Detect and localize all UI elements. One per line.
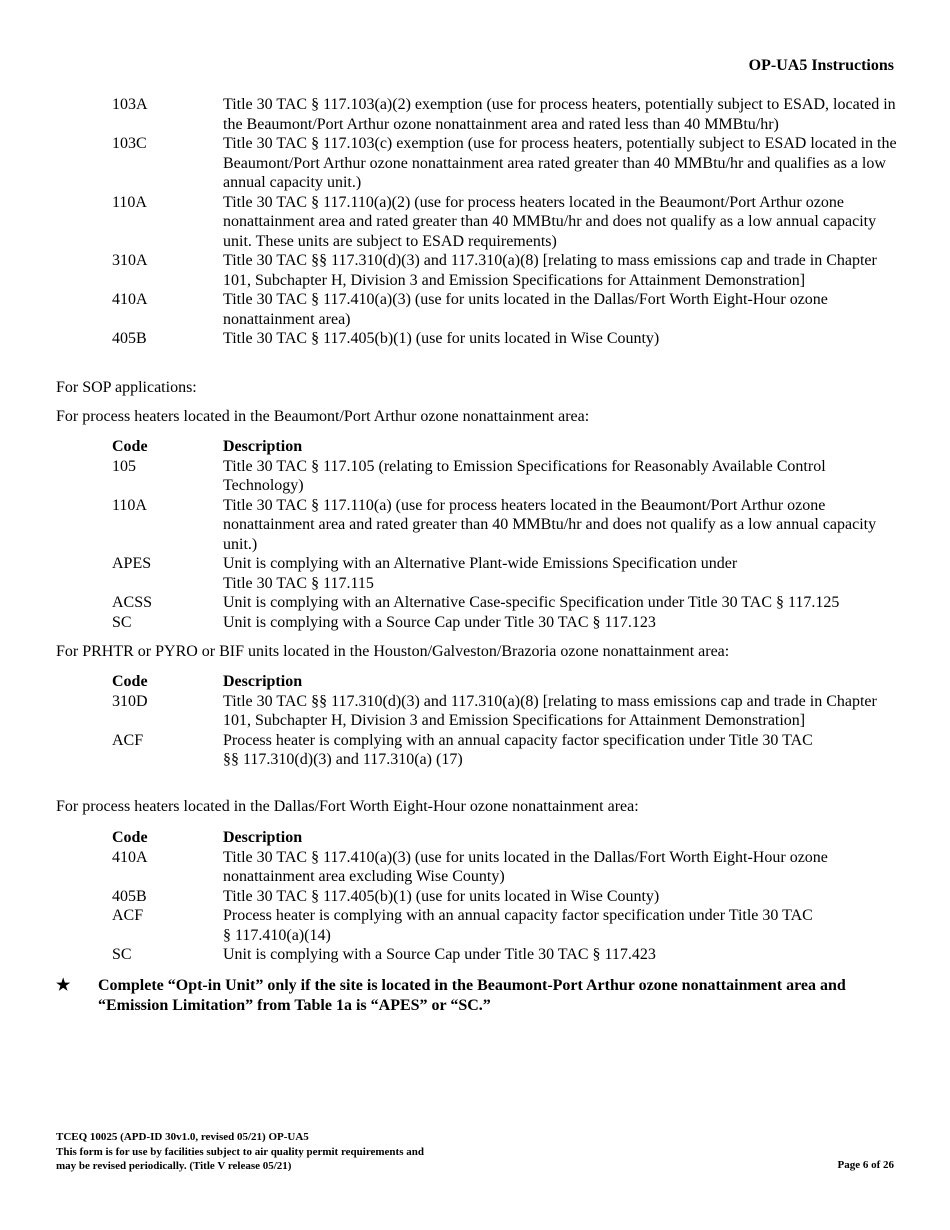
description-cell: Title 30 TAC § 117.110(a) (use for process heaters located in the Beaumont/Port Arthur ozone nonattainment area and rated greater than 40 MMBtu/hr and does not qualify as a low annual capacity unit.) <box>223 496 877 553</box>
description-cell: Title 30 TAC §§ 117.310(d)(3) and 117.310(a)(8) [relating to mass emissions cap and trade in Chapter 101, Subchapter H, Division 3 and Emission Specifications for Attainment Demonstration] <box>223 692 877 729</box>
description-line: Process heater is complying with an annual capacity factor specification under Title 30 TAC <box>223 907 813 924</box>
table-row <box>112 593 897 613</box>
description-cell: Title 30 TAC § 117.410(a)(3) (use for units located in the Dallas/Fort Worth Eight-Hour ozone nonattainment area) <box>223 291 828 328</box>
code-cell: 110A <box>112 193 147 211</box>
table-row <box>112 945 897 965</box>
code-column-header: Code <box>112 438 148 455</box>
table-row <box>112 193 897 252</box>
description-cell: Title 30 TAC § 117.105 (relating to Emission Specifications for Reasonably Available Control Technology) <box>223 457 826 494</box>
star-icon: ★ <box>56 977 71 994</box>
code-cell: 105 <box>112 457 136 475</box>
code-cell: 410A <box>112 848 148 866</box>
footer-line: may be revised periodically. (Title V release 05/21) <box>56 1160 292 1172</box>
dfw-section-intro: For process heaters located in the Dallas/Fort Worth Eight-Hour ozone nonattainment area: <box>56 798 639 815</box>
sop-applications-label: For SOP applications: <box>56 379 197 396</box>
code-cell: ACF <box>112 731 144 749</box>
description-cell: Unit is complying with an Alternative Case-specific Specification under Title 30 TAC § 117.125 <box>223 594 840 611</box>
top-code-table <box>112 95 897 349</box>
footer-form-info <box>56 1130 424 1174</box>
table-row <box>112 554 897 593</box>
table-row <box>112 887 897 907</box>
code-cell: 410A <box>112 291 148 308</box>
table-header-row <box>112 672 897 692</box>
code-cell: SC <box>112 946 132 963</box>
table-row <box>112 329 897 349</box>
description-cell: Unit is complying with a Source Cap under Title 30 TAC § 117.123 <box>223 613 656 631</box>
bpa-code-table <box>112 437 897 632</box>
table-row <box>112 613 897 633</box>
code-cell: 310A <box>112 252 148 269</box>
description-cell: Title 30 TAC § 117.410(a)(3) (use for units located in the Dallas/Fort Worth Eight-Hour ozone nonattainment area excluding Wise County) <box>223 848 828 885</box>
description-line: §§ 117.310(d)(3) and 117.310(a) (17) <box>223 751 463 768</box>
description-line: Unit is complying with an Alternative Plant-wide Emissions Specification under <box>223 555 738 572</box>
description-line: § 117.410(a)(14) <box>223 926 331 944</box>
table-row <box>112 848 897 887</box>
description-cell <box>223 906 897 945</box>
description-cell: Title 30 TAC § 117.103(c) exemption (use for process heaters, potentially subject to ESAD located in the Beaumont/Port Arthur ozone nonattainment area rated greater than 40 MMBtu/hr and qualifies as a low annual capacity unit.) <box>223 135 897 191</box>
table-row <box>112 95 897 134</box>
description-column-header: Description <box>223 829 303 846</box>
code-cell: 103C <box>112 135 147 152</box>
description-cell: Title 30 TAC § 117.110(a)(2) (use for process heaters located in the Beaumont/Port Arthur ozone nonattainment area and rated greater than 40 MMBtu/hr and does not qualify as a low annual capacity unit. These units are subject to ESAD requirements) <box>223 193 877 250</box>
page-header-title: OP-UA5 Instructions <box>748 57 894 74</box>
footer-line: TCEQ 10025 (APD-ID 30v1.0, revised 05/21) OP-UA5 <box>56 1131 309 1143</box>
dfw-code-table <box>112 828 897 965</box>
table-header-row <box>112 828 897 848</box>
hgb-code-table <box>112 672 897 770</box>
table-row <box>112 496 897 555</box>
code-cell: 405B <box>112 330 147 347</box>
description-cell <box>223 554 897 593</box>
code-cell: APES <box>112 555 152 572</box>
table-header-row <box>112 437 897 457</box>
table-row <box>112 290 897 329</box>
code-cell: ACF <box>112 907 144 924</box>
table-row <box>112 457 897 496</box>
hgb-section-intro: For PRHTR or PYRO or BIF units located in the Houston/Galveston/Brazoria ozone nonattainment area: <box>56 643 730 660</box>
code-column-header: Code <box>112 829 148 846</box>
description-column-header: Description <box>223 673 303 690</box>
table-row <box>112 251 897 290</box>
footer-line: This form is for use by facilities subject to air quality permit requirements and <box>56 1145 424 1158</box>
code-cell: 110A <box>112 496 147 514</box>
description-column-header: Description <box>223 438 303 455</box>
description-line: Title 30 TAC § 117.115 <box>223 574 374 592</box>
code-cell: 405B <box>112 887 147 905</box>
description-line: Process heater is complying with an annual capacity factor specification under Title 30 TAC <box>223 731 813 749</box>
bpa-section-intro: For process heaters located in the Beaumont/Port Arthur ozone nonattainment area: <box>56 408 590 425</box>
table-row <box>112 731 897 770</box>
description-cell: Title 30 TAC § 117.103(a)(2) exemption (use for process heaters, potentially subject to ESAD, located in the Beaumont/Port Arthur ozone nonattainment area and rated less than 40 MMBtu/hr) <box>223 96 896 133</box>
code-cell: 310D <box>112 692 148 710</box>
note-text: Complete “Opt-in Unit” only if the site is located in the Beaumont-Port Arthur ozone nonattainment area and “Emission Limitation” from Table 1a is “APES” or “SC.” <box>98 977 846 1014</box>
table-row <box>112 692 897 731</box>
code-cell: 103A <box>112 96 148 113</box>
description-cell: Unit is complying with a Source Cap under Title 30 TAC § 117.423 <box>223 946 656 963</box>
table-row <box>112 134 897 193</box>
description-cell: Title 30 TAC § 117.405(b)(1) (use for units located in Wise County) <box>223 887 660 905</box>
code-cell: SC <box>112 613 132 631</box>
opt-in-unit-note <box>56 976 886 1016</box>
code-cell: ACSS <box>112 594 153 611</box>
page-number: Page 6 of 26 <box>837 1159 894 1171</box>
code-column-header: Code <box>112 673 148 690</box>
table-row <box>112 906 897 945</box>
description-cell: Title 30 TAC § 117.405(b)(1) (use for units located in Wise County) <box>223 330 660 347</box>
description-cell: Title 30 TAC §§ 117.310(d)(3) and 117.310(a)(8) [relating to mass emissions cap and trade in Chapter 101, Subchapter H, Division 3 and Emission Specifications for Attainment Demonstration] <box>223 252 877 289</box>
description-cell <box>223 731 897 770</box>
